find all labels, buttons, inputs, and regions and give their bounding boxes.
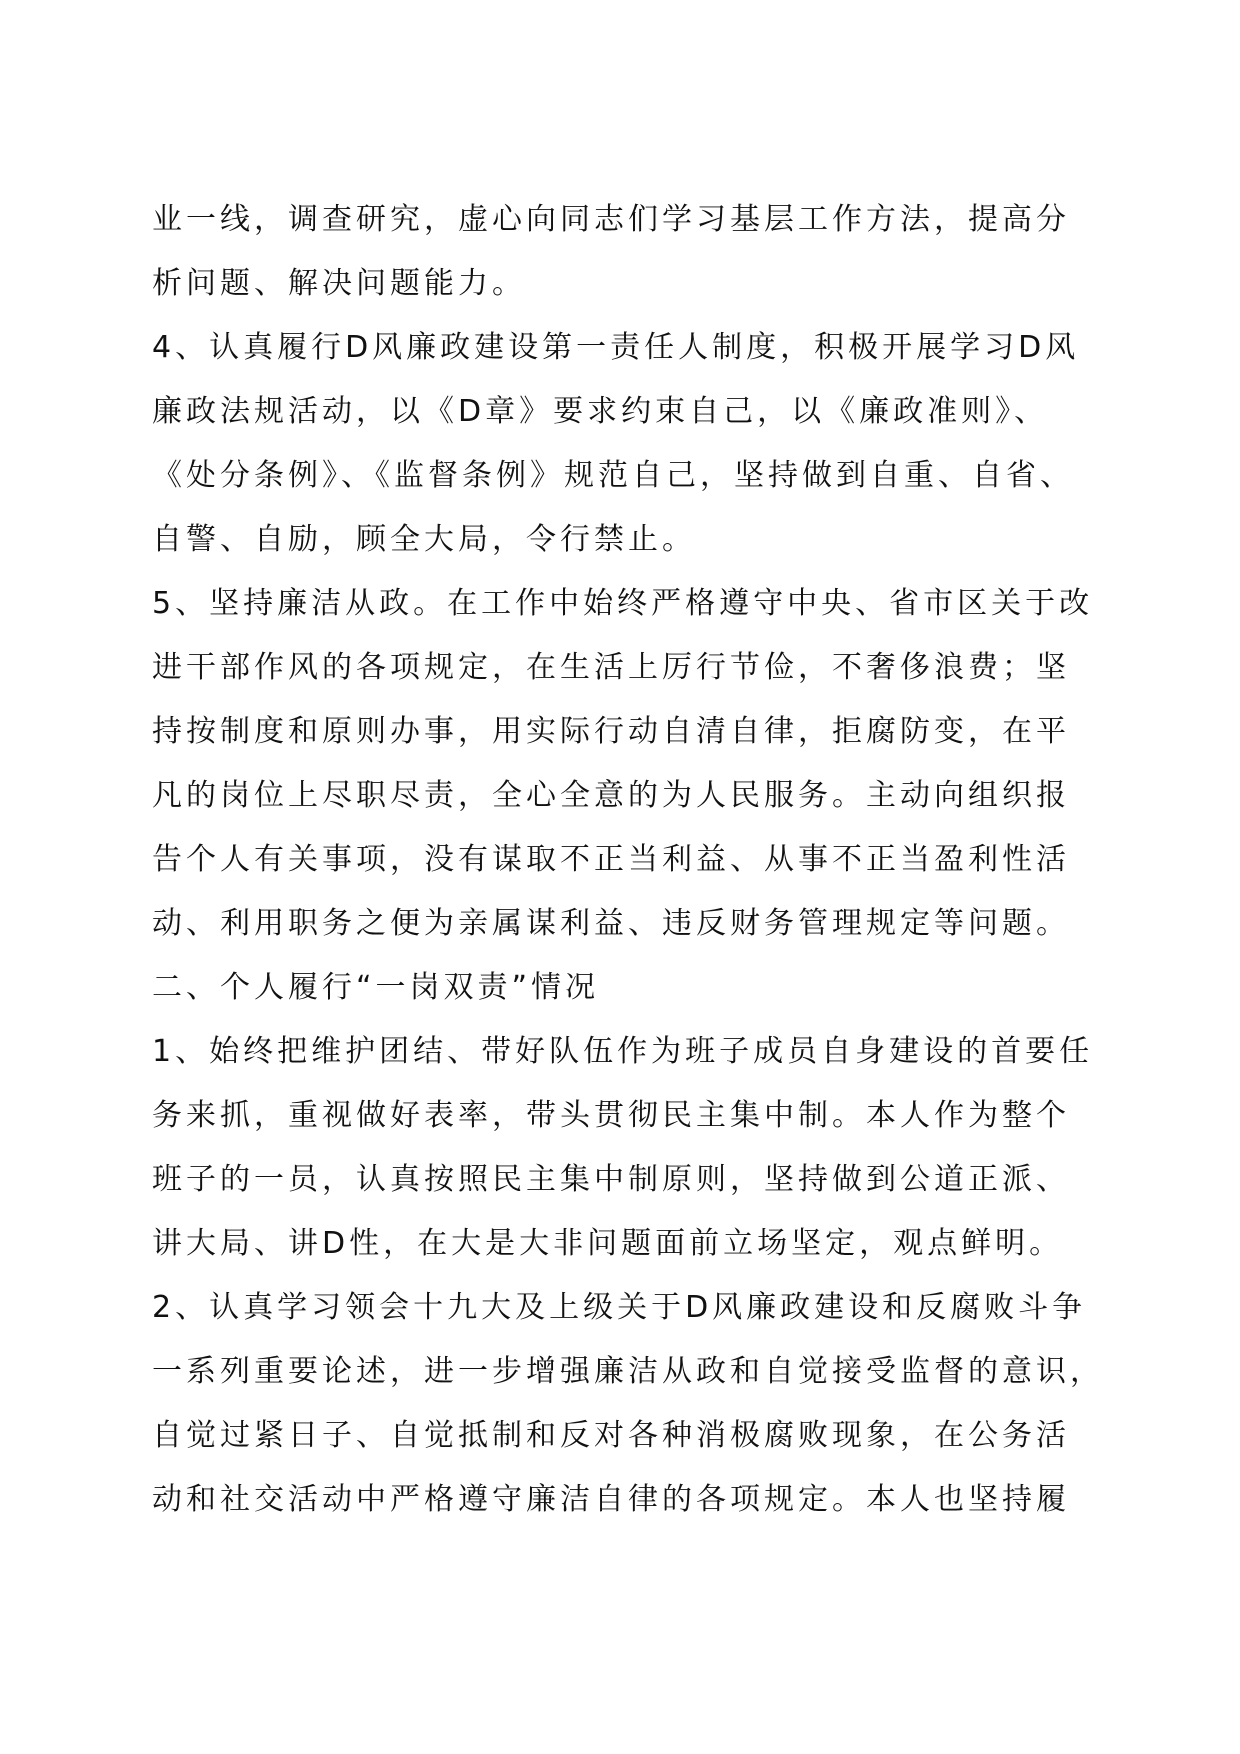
text-line-2: 析问题、解决问题能力。 (152, 266, 526, 301)
text-line-9: 持按制度和原则办事，用实际行动自清自律，拒腐防变，在平 (152, 714, 1070, 749)
text-line-20: 自觉过紧日子、自觉抵制和反对各种消极腐败现象，在公务活 (152, 1418, 1070, 1453)
text-line-5: 《处分条例》、《监督条例》规范自己，坚持做到自重、自省、 (152, 458, 1074, 493)
text-line-10: 凡的岗位上尽职尽责，全心全意的为人民服务。主动向组织报 (152, 778, 1070, 813)
text-line-21: 动和社交活动中严格遵守廉洁自律的各项规定。本人也坚持履 (152, 1482, 1070, 1517)
text-line-15: 务来抓，重视做好表率，带头贯彻民主集中制。本人作为整个 (152, 1098, 1070, 1133)
text-line-1: 业一线，调查研究，虚心向同志们学习基层工作方法，提高分 (152, 202, 1070, 237)
text-line-17: 讲大局、讲D性，在大是大非问题面前立场坚定，观点鲜明。 (152, 1226, 1064, 1261)
document-body (152, 188, 1104, 1532)
text-line-8: 进干部作风的各项规定，在生活上厉行节俭，不奢侈浪费；坚 (152, 650, 1070, 685)
text-line-16: 班子的一员，认真按照民主集中制原则，坚持做到公道正派、 (152, 1162, 1070, 1197)
text-line-4: 廉政法规活动，以《D章》要求约束自己，以《廉政准则》、 (152, 394, 1049, 429)
text-line-19: 一系列重要论述，进一步增强廉洁从政和自觉接受监督的意识， (152, 1354, 1104, 1389)
text-line-11: 告个人有关事项，没有谋取不正当利益、从事不正当盈利性活 (152, 842, 1070, 877)
text-line-18: 2、认真学习领会十九大及上级关于D风廉政建设和反腐败斗争 (152, 1290, 1087, 1325)
text-line-6: 自警、自励，顾全大局，令行禁止。 (152, 522, 696, 557)
section-heading: 二、个人履行“一岗双责”情况 (152, 970, 600, 1005)
text-line-7: 5、坚持廉洁从政。在工作中始终严格遵守中央、省市区关于改 (152, 586, 1094, 621)
text-line-12: 动、利用职务之便为亲属谋利益、违反财务管理规定等问题。 (152, 906, 1070, 941)
text-line-3: 4、认真履行D风廉政建设第一责任人制度，积极开展学习D风 (152, 330, 1080, 365)
text-line-14: 1、始终把维护团结、带好队伍作为班子成员自身建设的首要任 (152, 1034, 1094, 1069)
